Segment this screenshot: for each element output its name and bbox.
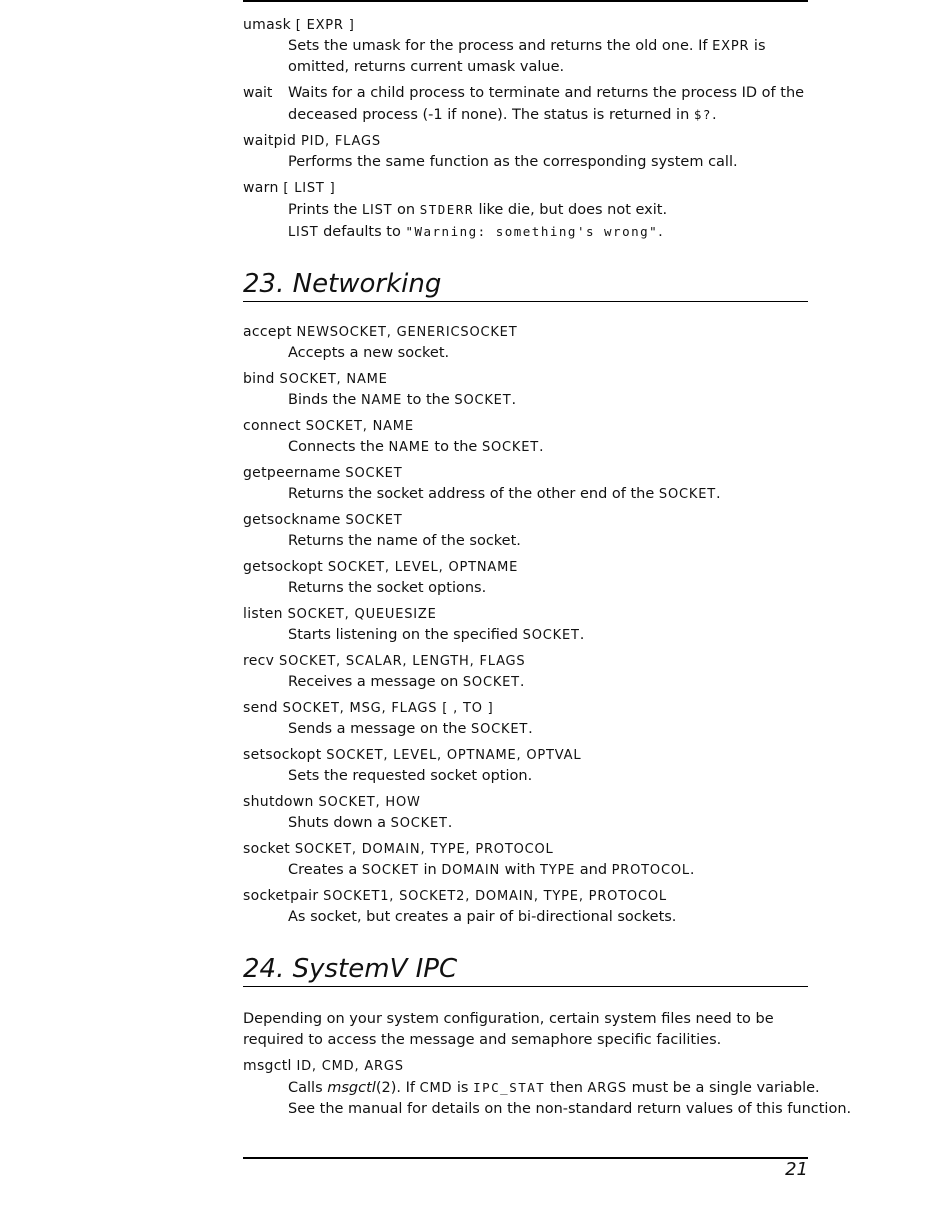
entry-wait xyxy=(243,83,808,126)
entry-description: Starts listening on the specified SOCKET. xyxy=(288,627,585,643)
entry-getpeername xyxy=(243,463,808,505)
section-heading-networking: 23. Networking xyxy=(243,269,808,302)
page-body xyxy=(243,0,852,1120)
entry-connect xyxy=(243,416,808,458)
section-intro-paragraph: Depending on your system configuration, certain system files need to be required to access the message and semaphore specific facilities. xyxy=(243,1011,774,1048)
entry-description: Returns the socket options. xyxy=(288,580,487,596)
entry-term: wait xyxy=(243,85,273,101)
entry-term: setsockopt SOCKET, LEVEL, OPTNAME, OPTVAL xyxy=(243,747,582,763)
entry-description: Connects the NAME to the SOCKET. xyxy=(288,439,544,455)
entry-term: recv SOCKET, SCALAR, LENGTH, FLAGS xyxy=(243,653,526,669)
entry-bind xyxy=(243,369,808,411)
entry-send xyxy=(243,698,808,740)
entry-term: getsockname SOCKET xyxy=(243,512,403,528)
entry-description: As socket, but creates a pair of bi-directional sockets. xyxy=(288,909,677,925)
entry-umask xyxy=(243,15,808,78)
entry-shutdown xyxy=(243,792,808,834)
entry-setsockopt xyxy=(243,745,808,787)
entry-socketpair xyxy=(243,886,808,928)
entry-term: accept NEWSOCKET, GENERICSOCKET xyxy=(243,324,518,340)
entry-description: See the manual for details on the non-standard return values of this function. xyxy=(288,1101,852,1117)
entry-description: Sets the requested socket option. xyxy=(288,768,533,784)
entry-term: getsockopt SOCKET, LEVEL, OPTNAME xyxy=(243,559,519,575)
entry-description: Returns the socket address of the other end of the SOCKET. xyxy=(288,486,721,502)
entry-description: Calls msgctl(2). If CMD is IPC_STAT then ARGS must be a single variable. xyxy=(288,1080,820,1096)
entry-description: Returns the name of the socket. xyxy=(288,533,521,549)
entry-term: shutdown SOCKET, HOW xyxy=(243,794,421,810)
entry-description: Performs the same function as the corresponding system call. xyxy=(288,154,738,170)
entry-description: Receives a message on SOCKET. xyxy=(288,674,525,690)
entry-description: Prints the LIST on STDERR like die, but does not exit. xyxy=(288,202,668,218)
entry-recv xyxy=(243,651,808,693)
entry-description: Waits for a child process to terminate and returns the process ID of the deceased process (-1 if none). The status is returned in $?. xyxy=(288,85,805,123)
entry-description: Binds the NAME to the SOCKET. xyxy=(288,392,517,408)
entry-term: bind SOCKET, NAME xyxy=(243,371,388,387)
entry-term: getpeername SOCKET xyxy=(243,465,403,481)
entry-description: Shuts down a SOCKET. xyxy=(288,815,453,831)
entry-description: Sends a message on the SOCKET. xyxy=(288,721,533,737)
entry-description: Sets the umask for the process and returns the old one. If EXPR is omitted, returns current umask value. xyxy=(288,38,766,75)
entry-accept xyxy=(243,322,808,364)
entry-term: msgctl ID, CMD, ARGS xyxy=(243,1058,404,1074)
section-heading-systemv-ipc: 24. SystemV IPC xyxy=(243,954,808,987)
entry-description: Creates a SOCKET in DOMAIN with TYPE and PROTOCOL. xyxy=(288,862,695,878)
entry-warn xyxy=(243,178,808,243)
entry-description: Accepts a new socket. xyxy=(288,345,450,361)
entry-term: warn [ LIST ] xyxy=(243,180,336,196)
entry-getsockname xyxy=(243,510,808,552)
entry-listen xyxy=(243,604,808,646)
entry-getsockopt xyxy=(243,557,808,599)
entry-description: LIST defaults to "Warning: something's wrong". xyxy=(288,224,663,240)
entry-waitpid xyxy=(243,131,808,173)
entry-term: socket SOCKET, DOMAIN, TYPE, PROTOCOL xyxy=(243,841,554,857)
entry-term: send SOCKET, MSG, FLAGS [ , TO ] xyxy=(243,700,494,716)
networking-entry-list xyxy=(243,322,808,928)
entry-msgctl xyxy=(243,1056,852,1120)
page-number: 21 xyxy=(785,1159,808,1180)
entry-term: listen SOCKET, QUEUESIZE xyxy=(243,606,437,622)
entry-term: waitpid PID, FLAGS xyxy=(243,133,381,149)
entry-term: socketpair SOCKET1, SOCKET2, DOMAIN, TYPE, PROTOCOL xyxy=(243,888,667,904)
entry-socket xyxy=(243,839,808,881)
entry-term: umask [ EXPR ] xyxy=(243,17,355,33)
entry-term: connect SOCKET, NAME xyxy=(243,418,414,434)
